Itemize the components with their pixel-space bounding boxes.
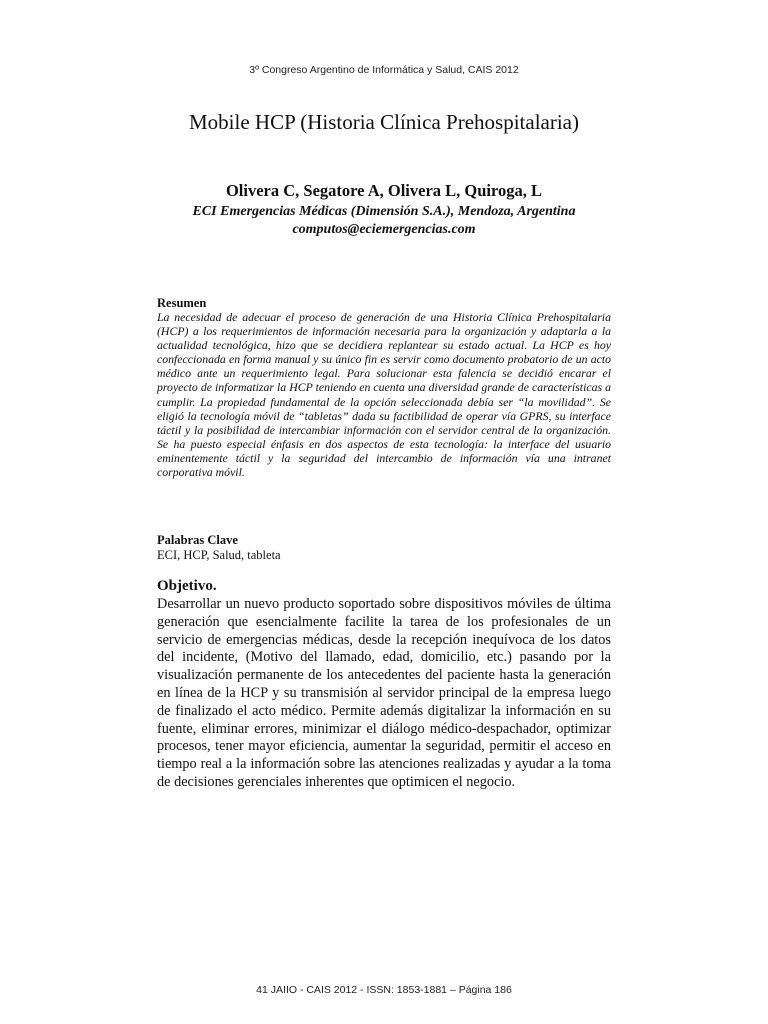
page-footer: 41 JAIIO - CAIS 2012 - ISSN: 1853-1881 – Página 186 — [256, 984, 512, 996]
abstract-heading: Resumen — [157, 296, 207, 310]
affiliation: ECI Emergencias Médicas (Dimensión S.A.), Mendoza, Argentina — [192, 204, 576, 219]
paper-title: Mobile HCP (Historia Clínica Prehospitalaria) — [189, 110, 579, 134]
keywords-text: ECI, HCP, Salud, tableta — [157, 548, 281, 562]
keywords-heading: Palabras Clave — [157, 533, 238, 547]
objective-heading: Objetivo. — [157, 578, 217, 594]
author-list: Olivera C, Segatore A, Olivera L, Quiroga, L — [225, 181, 543, 200]
objective-text: Desarrollar un nuevo producto soportado sobre dispositivos móviles de última generación que esencialmente facilite la tarea de los profesionales de un servicio de emergencias médicas, desde la recepción inequívoca de los datos del incidente, (Motivo del llamado, edad, domicilio, etc.) pasando por la visualización permanente de los antecedentes del paciente hasta la generación en línea de la HCP y su transmisión al servidor principal de la empresa luego de finalizado el acto médico. Permite además digitalizar la información en su fuente, eliminar errores, minimizar el diálogo médico-despachador, optimizar procesos, tener mayor eficiencia, aumentar la seguridad, permitir el acceso en tiempo real a la información sobre las atenciones realizadas y ayudar a la toma de decisiones gerenciales inherentes que optimicen el negocio. — [157, 596, 611, 790]
affiliation-block — [0, 203, 768, 239]
contact-email: computos@eciemergencias.com — [292, 222, 476, 237]
running-header: 3º Congreso Argentino de Informática y Salud, CAIS 2012 — [249, 64, 519, 76]
abstract-text: La necesidad de adecuar el proceso de generación de una Historia Clínica Prehospitalaria (HCP) a los requerimientos de información necesaria para la organización y adaptarla a la actualidad tecnológica, hizo que se decidiera replantear su estado actual. La HCP es hoy confeccionada en forma manual y su único fin es servir como documento probatorio de un acto médico ante un requerimiento legal. Para solucionar esta falencia se decidió encarar el proyecto de informatizar la HCP teniendo en cuenta una diversidad grande de características a cumplir. La propiedad fundamental de la opción seleccionada debía ser “la movilidad”. Se eligió la tecnología móvil de “tabletas” dada su factibilidad de operar vía GPRS, su interface táctil y la posibilidad de intercambiar información con el servidor central de la organización. Se ha puesto especial énfasis en dos aspectos de esta tecnología: la interface del usuario eminentemente táctil y la seguridad del intercambio de información vía una intranet corporativa móvil. — [157, 310, 611, 480]
